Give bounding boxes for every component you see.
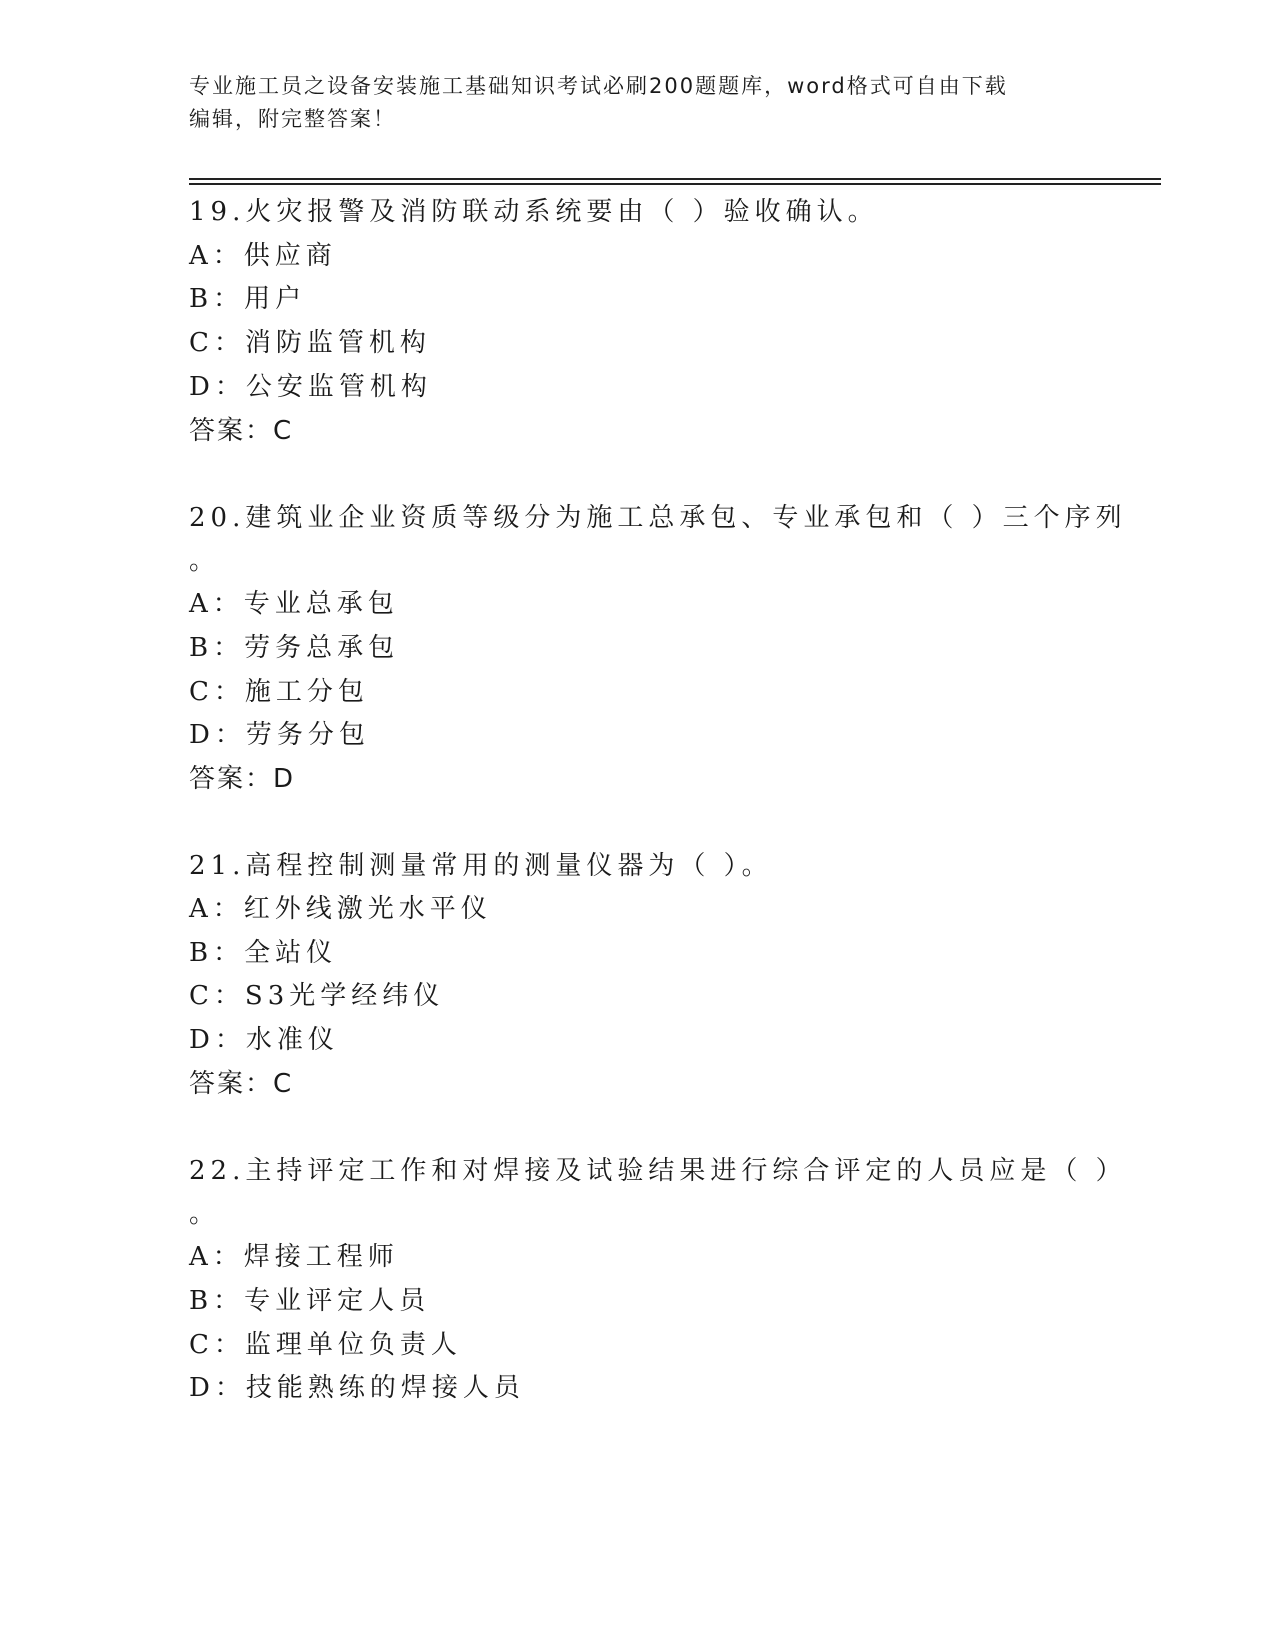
question-20-option-d: D：劳务分包	[189, 720, 370, 750]
question-19-option-b: B：用户	[189, 284, 307, 314]
question-20-option-c: C：施工分包	[189, 677, 369, 707]
header-line-1: 专业施工员之设备安装施工基础知识考试必刷200题题库，word格式可自由下载	[189, 74, 1008, 98]
header-divider-top	[189, 178, 1161, 180]
question-22-option-d: D：技能熟练的焊接人员	[189, 1373, 525, 1403]
document-header	[189, 70, 1089, 136]
question-19-option-a: A：供应商	[189, 241, 337, 271]
question-21-answer: 答案：C	[189, 1069, 294, 1099]
question-19-option-d: D：公安监管机构	[189, 372, 432, 402]
question-22-text-continuation: 。	[189, 1199, 221, 1229]
question-20-text-continuation: 。	[189, 546, 221, 576]
question-19-option-c: C：消防监管机构	[189, 328, 431, 358]
question-22-option-b: B：专业评定人员	[189, 1286, 431, 1316]
question-21-option-a: A：红外线激光水平仪	[189, 894, 492, 924]
question-20-answer: 答案：D	[189, 764, 296, 794]
question-20-text: 20.建筑业企业资质等级分为施工总承包、专业承包和（ ）三个序列	[189, 503, 1127, 533]
header-divider-bottom	[189, 183, 1161, 185]
header-line-2: 编辑，附完整答案！	[189, 107, 396, 131]
question-22-text: 22.主持评定工作和对焊接及试验结果进行综合评定的人员应是（ ）	[189, 1156, 1127, 1186]
question-19-text: 19.火灾报警及消防联动系统要由（ ）验收确认。	[189, 197, 879, 227]
question-22-option-a: A：焊接工程师	[189, 1242, 399, 1272]
question-21-option-c: C：S3光学经纬仪	[189, 981, 445, 1011]
question-21-option-b: B：全站仪	[189, 938, 338, 968]
question-20-option-b: B：劳务总承包	[189, 633, 400, 663]
question-20-option-a: A：专业总承包	[189, 589, 399, 619]
question-21-option-d: D：水准仪	[189, 1025, 339, 1055]
question-19-answer: 答案：C	[189, 416, 294, 446]
question-22-option-c: C：监理单位负责人	[189, 1330, 462, 1360]
question-21-text: 21.高程控制测量常用的测量仪器为（ ）。	[189, 851, 773, 881]
